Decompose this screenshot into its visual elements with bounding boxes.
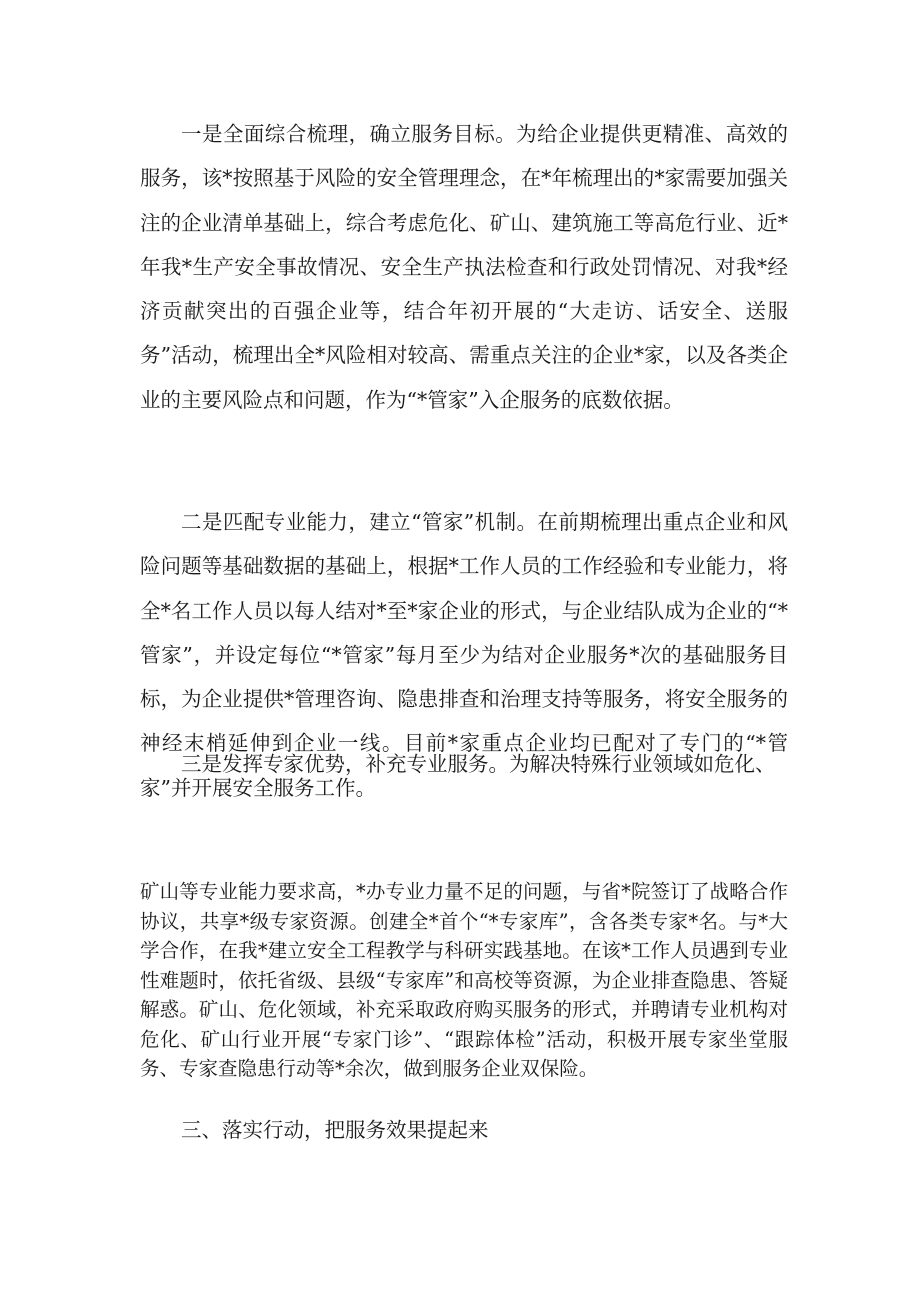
paragraph-3-first-line: 三是发挥专家优势，补充专业服务。为解决特殊行业领域如危化、 [181,752,776,776]
paragraph-3-body: 矿山等专业能力要求高，*办专业力量不足的问题，与省*院签订了战略合作协议，共享*级专家资源。创建全*首个“*专家库”，含各类专家*名。与*大学合作，在我*建立安全工程教学与科研实践基地。在该*工作人员遇到专业性难题时，依托省级、县级“专家库”和高校等资源，为企业排查隐患、答疑解惑。矿山、危化领域，补充采取政府购买服务的形式，并聘请专业机构对危化、矿山行业开展“专家门诊”、“跟踪体检”活动，积极开展专家坐堂服务、专家查隐患行动等*余次，做到服务企业双保险。 [140,880,788,1080]
paragraph-2: 二是匹配专业能力，建立“管家”机制。在前期梳理出重点企业和风险问题等基础数据的基础上，根据*工作人员的工作经验和专业能力，将全*名工作人员以每人结对*至*家企业的形式，与企业结队成为企业的“*管家”，并设定每位“*管家”每月至少为结对企业服务*次的基础服务目标，为企业提供*管理咨询、隐患排查和治理支持等服务，将安全服务的神经末梢延伸到企业一线。目前*家重点企业均已配对了专门的“*管家”并开展安全服务工作。 [140,510,788,800]
paragraph-1: 一是全面综合梳理，确立服务目标。为给企业提供更精准、高效的服务，该*按照基于风险的安全管理理念，在*年梳理出的*家需要加强关注的企业清单基础上，综合考虑危化、矿山、建筑施工等高危行业、近*年我*生产安全事故情况、安全生产执法检查和行政处罚情况、对我*经济贡献突出的百强企业等，结合年初开展的“大走访、话安全、送服务”活动，梳理出全*风险相对较高、需重点关注的企业*家，以及各类企业的主要风险点和问题，作为“*管家”入企服务的底数依据。 [140,122,788,412]
section-heading: 三、落实行动，把服务效果提起来 [181,1118,489,1142]
